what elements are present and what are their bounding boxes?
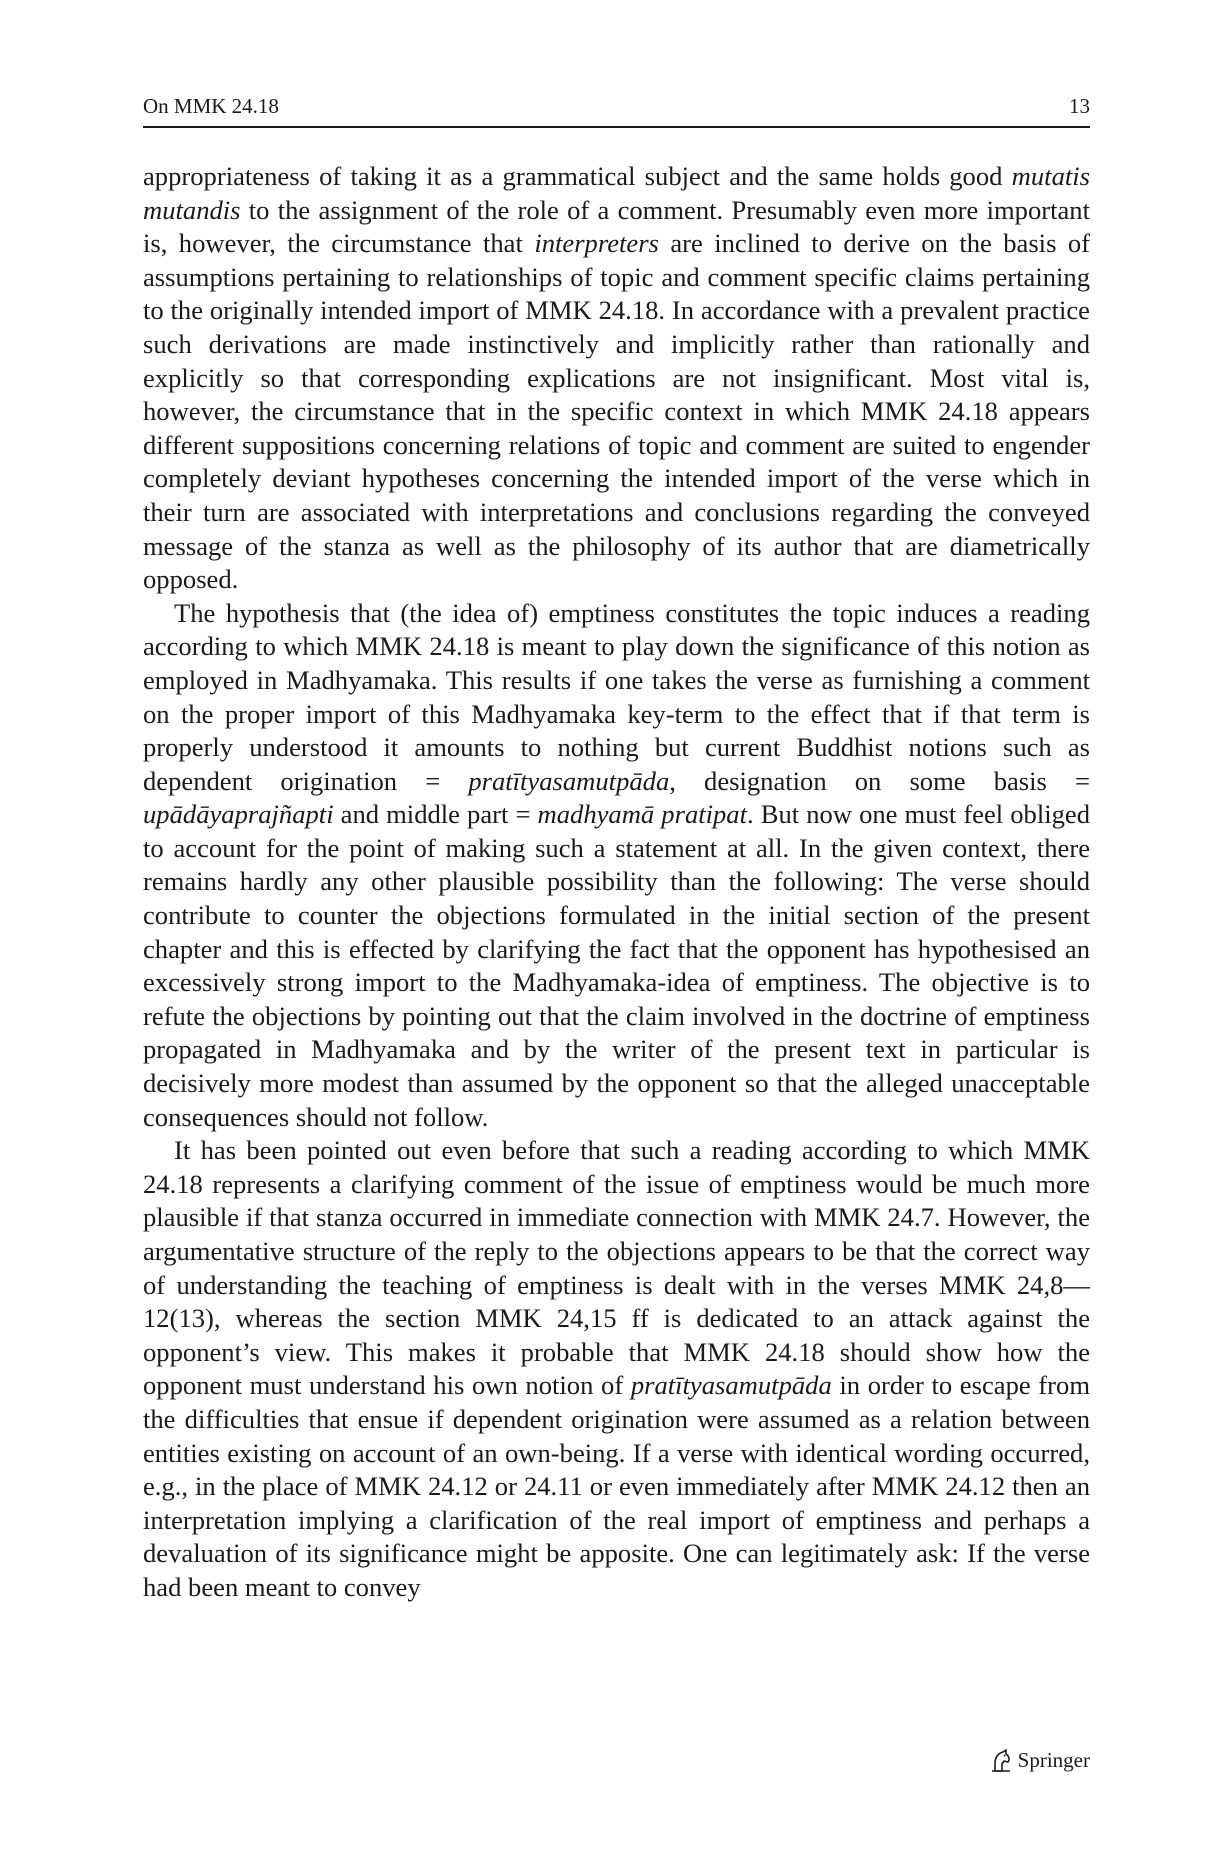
text-run: It has been pointed out even before that such a reading according to which MMK 24.18 represents a clarifying comment of the issue of emptiness would be much more plausible if that stanza occurred in immediate connection with MMK 24.7. However, the argumentative structure of the reply to the objections appears to be that the correct way of understanding the teaching of emptiness is dealt with in the verses MMK 24,8—12(13), whereas the section MMK 24,15 ff is dedicated to an attack against the opponent’s view. This makes it probable that MMK 24.18 should show how the opponent must understand his own notion of <box>143 1135 1090 1401</box>
page-number: 13 <box>1069 94 1090 118</box>
text-run: appropriateness of taking it as a grammatical subject and the same holds good <box>143 161 1012 191</box>
text-run: and middle part = <box>333 799 538 830</box>
text-run: The hypothesis that (the idea of) emptiness constitutes the topic induces a reading according to which MMK 24.18 is meant to play down the significance of this notion as employed in Madhyamaka. This results if one takes the verse as furnishing a comment on the proper import of this Madhyamaka key-term to the effect that if that term is properly understood it amounts to nothing but current Buddhist notions such as dependent origination = <box>143 597 1090 796</box>
paragraph <box>143 1134 1090 1604</box>
italic-term: madhyamā pratipat <box>537 799 747 830</box>
italic-term: interpreters <box>534 228 659 259</box>
italic-term: upādāyaprajñapti <box>143 799 334 830</box>
italic-term: mutatis mutandis <box>143 161 1090 225</box>
body-text <box>143 160 1090 1605</box>
text-run: , designation on some basis = <box>669 765 1090 796</box>
text-run: to the assignment of the role of a comment. Presumably even more important is, however, the circumstance that <box>143 194 1090 259</box>
text-run: in order to escape from the difficulties that ensue if dependent origination were assumed as a relation between entities existing on account of an own-being. If a verse with identical wording occurred, e.g., in the place of MMK 24.12 or 24.11 or even immediately after MMK 24.12 then an interpretation implying a clarification of the real import of emptiness and perhaps a devaluation of its significance might be apposite. One can legitimately ask: If the verse had been meant to convey <box>143 1370 1091 1602</box>
text-run: . But now one must feel obliged to account for the point of making such a statement at all. In the given context, there remains hardly any other plausible possibility than the following: The verse should contribute to counter the objections formulated in the initial section of the present chapter and this is effected by clarifying the fact that the opponent has hypothesised an excessively strong import to the Madhyamaka-idea of emptiness. The objective is to refute the objections by pointing out that the claim involved in the doctrine of emptiness propagated in Madhyamaka and by the writer of the present text in particular is decisively more modest than assumed by the opponent so that the alleged unacceptable consequences should not follow. <box>143 799 1090 1132</box>
paragraph <box>143 597 1090 1135</box>
publisher-mark <box>990 1748 1090 1773</box>
paragraph <box>143 160 1090 597</box>
italic-term: pratītyasamutpāda <box>468 765 670 796</box>
running-head <box>143 88 1090 128</box>
springer-horse-icon <box>990 1749 1012 1773</box>
text-run: are inclined to derive on the basis of assumptions pertaining to relationships of topic and comment specific claims pertaining to the originally intended import of MMK 24.18. In accordance with a prevalent practice such derivations are made instinctively and implicitly rather than rationally and explicitly so that corresponding explications are not insignificant. Most vital is, however, the circumstance that in the specific context in which MMK 24.18 appears different suppositions concerning relations of topic and comment are suited to engender completely deviant hypotheses concerning the intended import of the verse which in their turn are associated with interpretations and conclusions regarding the conveyed message of the stanza as well as the philosophy of its author that are diametrically opposed. <box>143 228 1090 595</box>
publisher-name: Springer <box>1017 1748 1090 1772</box>
italic-term: pratītyasamutpāda <box>630 1370 832 1401</box>
running-title: On MMK 24.18 <box>143 94 279 118</box>
